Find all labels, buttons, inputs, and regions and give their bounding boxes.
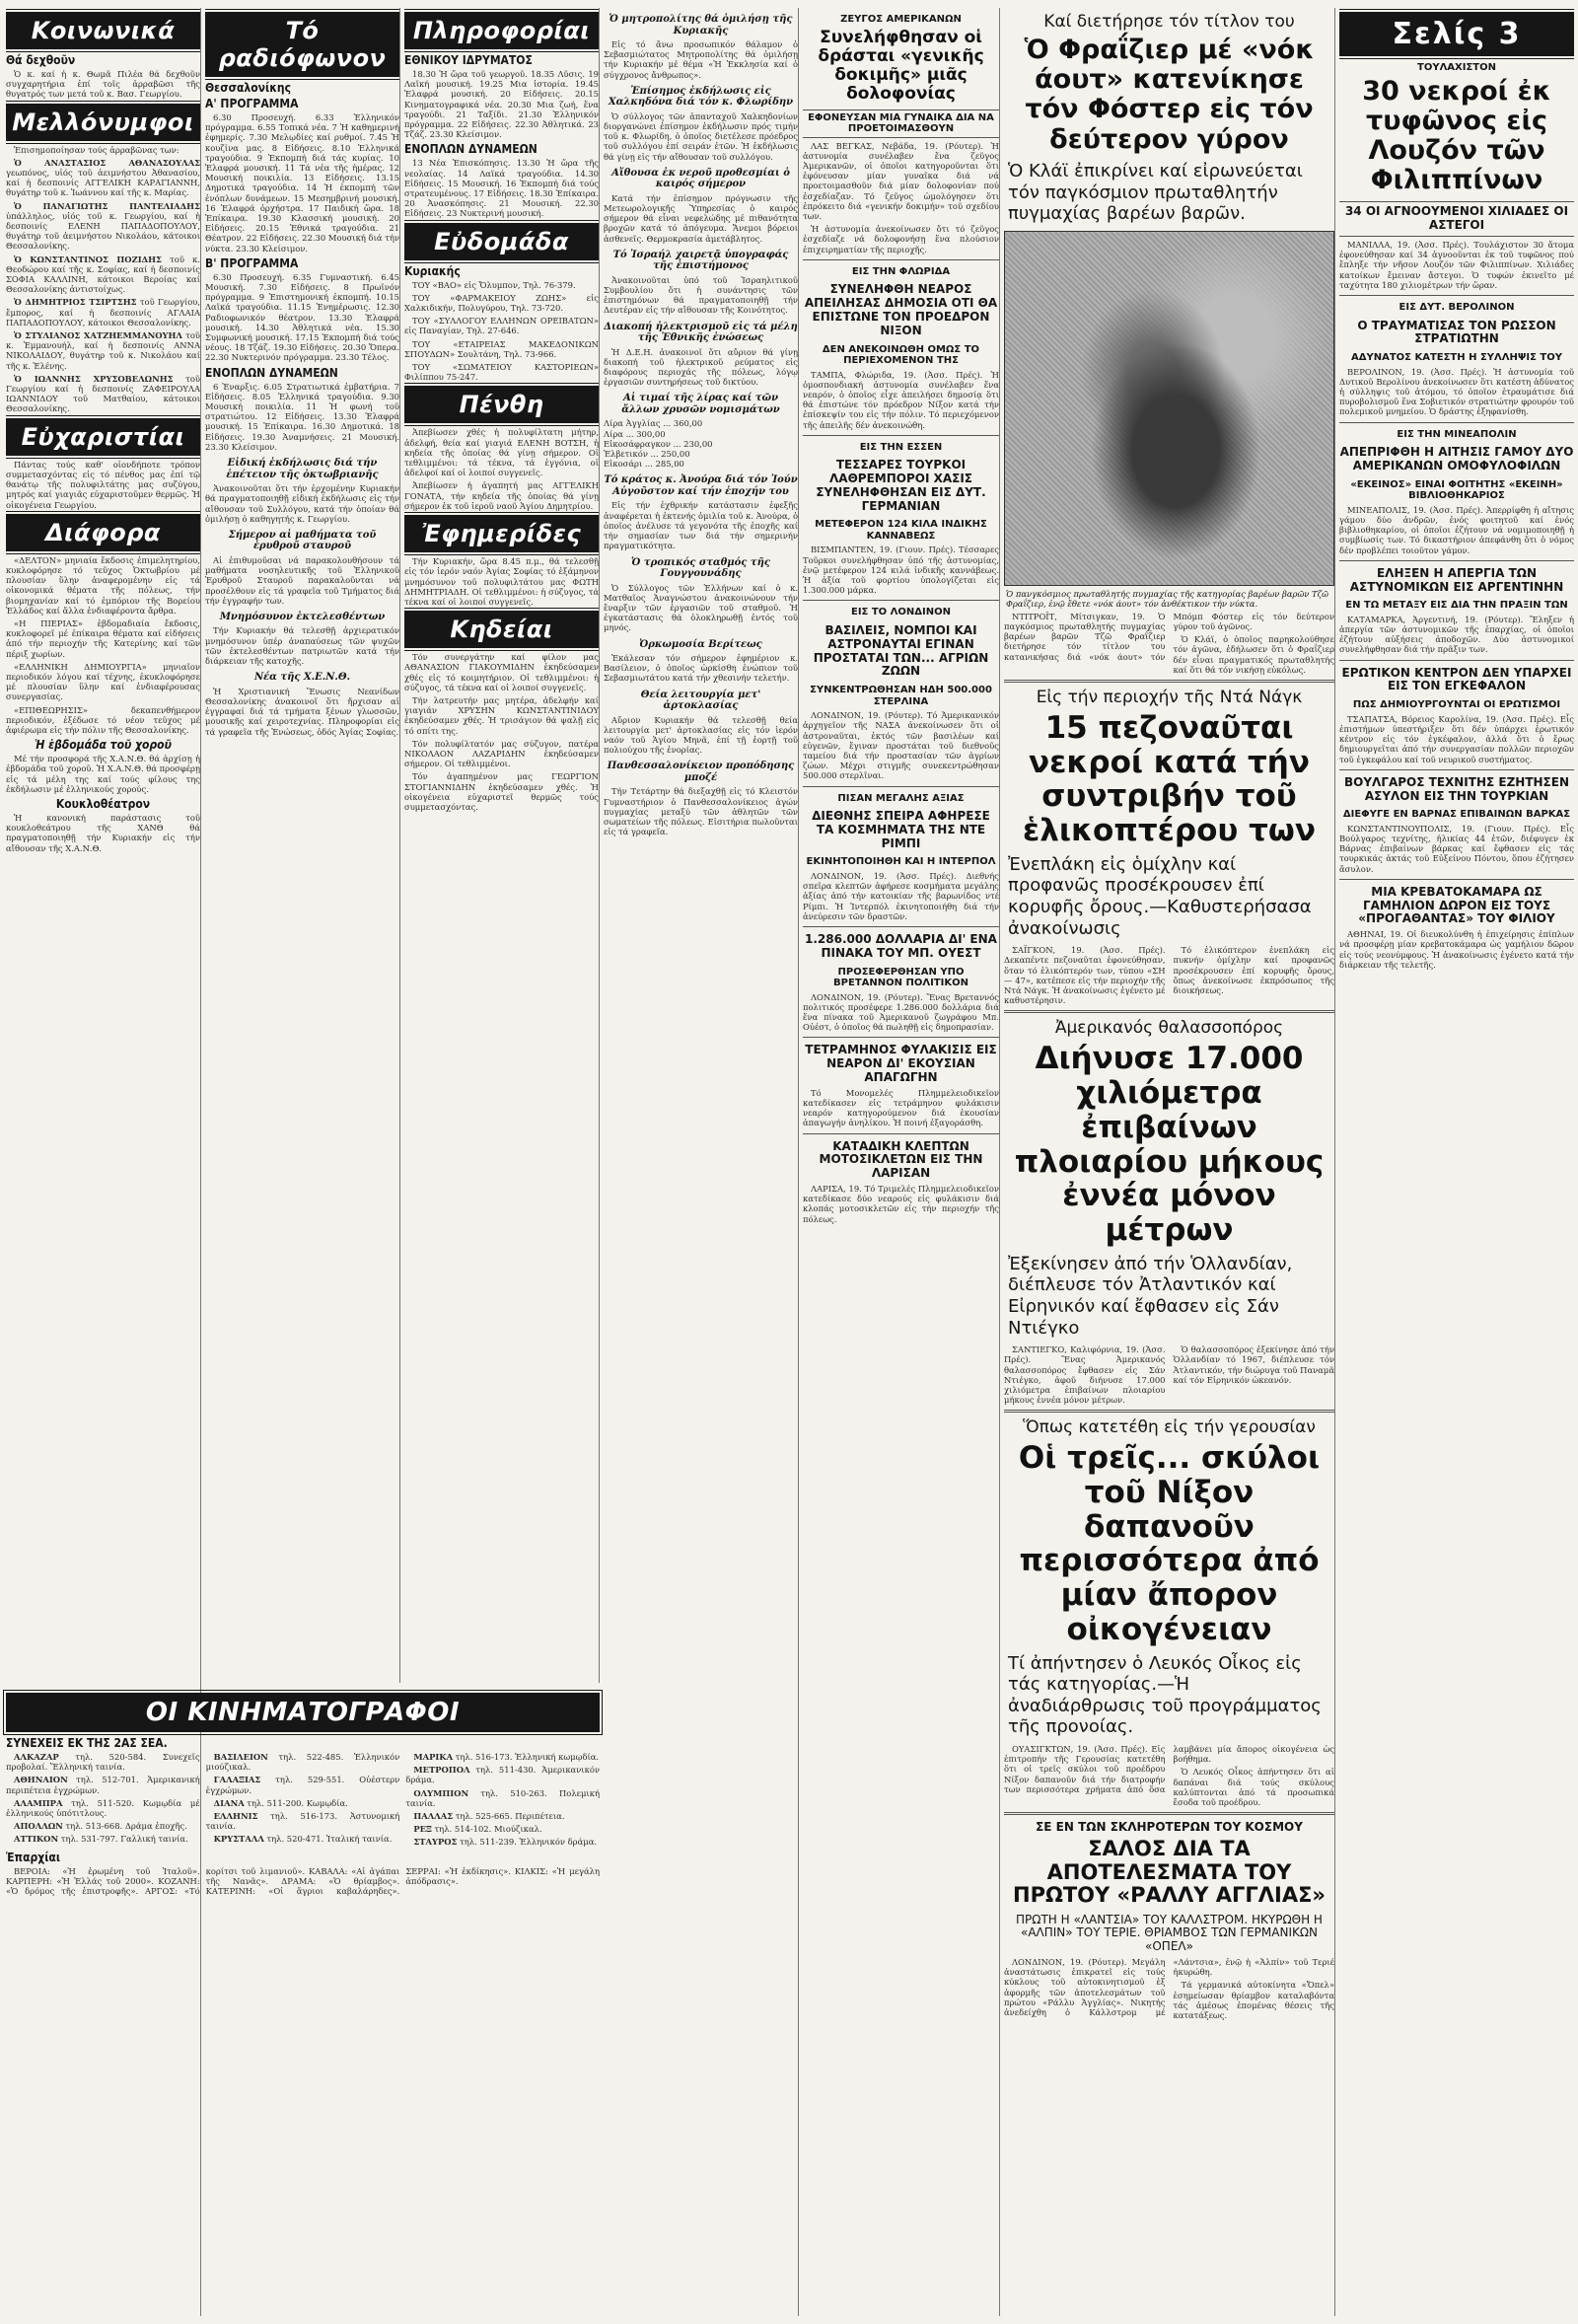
info-sub-2: ΕΝΟΠΛΩΝ ΔΥΝΑΜΕΩΝ: [404, 142, 538, 157]
radio-head-2-text: Αἱ ἐπιθυμοῦσαι νά παρακολουθήσουν τά μαθήματα νοσηλευτικῆς τοῦ Ἑλληνικοῦ Ἐρυθροῦ Σταυροῦ παρακαλοῦνται νά προσέλθουν εἰς τά γραφεῖα τοῦ Τμήματος διά τήν ἐγγραφήν των.: [205, 554, 399, 606]
radio-head-3-text: Τήν Κυριακήν θά τελεσθῇ ἀρχιερατικόν μνημόσυνον ὑπέρ ἀναπαύσεως τῶν ψυχῶν τῶν ἐκτελεσθέντων πατριωτῶν κατά τήν διάρκειαν τῆς κατοχῆς.: [205, 625, 399, 667]
argentina-text: ΚΑΤΑΜΑΡΚΑ, Ἀργεντινή, 19. (Ρόυτερ). Ἔληξεν ἡ ἀπεργία τῶν ἀστυνομικῶν τῆς ἐπαρχίας, οἱ ὁποῖοι ἐζήτουν αὐξήσεις ἀποδοχῶν. Δύο ἀστυνομικοί συνελήφθησαν διά τήν πρᾶξιν των.: [1339, 614, 1574, 655]
radio-prog-b: Β' ΠΡΟΓΡΑΜΜΑ: [205, 255, 299, 270]
local-head-6: Αἱ τιμαί τῆς λίρας καί τῶν ἄλλων χρυσῶν νομισμάτων: [621, 393, 780, 415]
typhoon-dateline: ΜΑΝΙΛΛΑ, 19. (Ἀσσ. Πρές).: [1347, 240, 1470, 251]
boxing-caption: Ὁ πανγκόσμιος πρωταθλητής πυγμαχίας τῆς κατηγορίας βαρέων βαρῶν Τζῶ Φραΐζιερ, ἐνῷ ἔθετε «νόκ άουτ» τόν ἀνθέκτικον τήν νύκτα.: [1006, 588, 1328, 609]
boxing-photo: [1004, 231, 1334, 586]
minneapolis-tag: ΕΙΣ ΤΗΝ ΜΙΝΕΑΠΟΛΙΝ: [1397, 428, 1517, 440]
local-head-9: Ὀρκωμοσία Βερίτεως: [639, 638, 762, 650]
brain-head: ΕΡΩΤΙΚΟΝ ΚΕΝΤΡΟΝ ΔΕΝ ΥΠΑΡΧΕΙ ΕΙΣ ΤΟΝ ΕΓΚΕΦΑΛΟΝ: [1341, 665, 1572, 693]
bedroom-head: ΜΙΑ ΚΡΕΒΑΤΟΚΑΜΑΡΑ ΩΣ ΓΑΜΗΛΙΟΝ ΔΩΡΟΝ ΕΙΣ ΤΟΥΣ «ΠΡΟΓΑΘΑΝΤΑΣ» ΤΟΥ ΦΙΛΙΟΥ: [1358, 884, 1555, 926]
local-text-8: Ὁ Σύλλογος τῶν Ἑλλήνων καί ὁ κ. Ματθαῖος Ἀναγνώστου ἀνακοινώνουν τήν ἔναρξιν τῶν ἐργασιῶν τοῦ σταθμοῦ. Ἡ ἐγκατάστασις θά ὁλοκληρωθῇ ἐντός τοῦ μηνός.: [604, 582, 798, 633]
dance-week-head: Ἡ ἑβδομάδα τοῦ χοροῦ: [35, 738, 172, 753]
gold-row: Εἰκοσάρι ... 285,00: [604, 459, 684, 470]
info-banner: Πληροφορίαι: [404, 12, 599, 49]
local-text-7: Εἰς τήν ἐχθρικήν κατάστασιν ἐφεξῆς ἀναφέρεται ἡ ἐκτενής ὁμιλία τοῦ κ. Ἀνούρα, ὁ ὁποῖος ἀνέλυσε τά γεγονότα τῆς ἐποχῆς καί τήν σημασίαν των διά τήν σημερινήν πραγματικότητα.: [604, 500, 798, 551]
briefs-head-6: 1.286.000 ΔΟΛΛΑΡΙΑ ΔΙ' ΕΝΑ ΠΙΝΑΚΑ ΤΟΥ ΜΠ. ΟΥΕΣΤ: [805, 931, 997, 960]
minneapolis-head-b: «ΕΚΕΙΝΟΣ» ΕΙΝΑΙ ΦΟΙΤΗΤΗΣ «ΕΚΕΙΝΗ» ΒΙΒΛΙΟΘΗΚΑΡΙΟΣ: [1350, 478, 1563, 502]
rally-text: ΛΟΝΔΙΝΟΝ, 19. (Ρόυτερ). Μεγάλη ἀναστάτωσις ἐπικρατεῖ εἰς τούς κύκλους τοῦ αὐτοκινητισμοῦ ἐξ ἀφορμῆς τῶν ἀποτελεσμάτων τοῦ πρώτου «Ράλλυ Ἀγγλίας». Νικητής ἀνεδείχθη ὁ Κάλλστρομ μέ «Λάντσια», ἐνῷ ἡ «Ἀλπίν» τοῦ Τεριέ ἠκυρώθη. Τά γερμανικά αὐτοκίνητα «Ὄπελ» ἐσημείωσαν θρίαμβον καταλαβόντα τάς ἀμέσως ἑπομένας θέσεις τῆς κατατάξεως.: [1004, 1956, 1334, 2020]
engaged-name: Ὁ ΣΤΥΛΙΑΝΟΣ ΧΑΤΖΗΕΜΜΑΝΟΥΗΛ: [14, 330, 182, 341]
column-society: [6, 8, 201, 2316]
local-text-2: Ὁ σύλλογος τῶν ἀπανταχοῦ Χαλκηδονίων διοργανώνει ἐπίσημον ἐκδήλωσιν πρός τιμήν τοῦ κ. Φλωρίδη, ὁ ὁποῖος διετέλεσε πρόεδρος τοῦ συλλόγου ἐπί σειράν ἐτῶν. Ἡ ἐκδήλωσις θά γίνῃ εἰς τήν αἴθουσαν τοῦ συλλόγου.: [604, 110, 798, 162]
local-head-5: Διακοπή ἡλεκτρισμοῦ εἰς τά μέλη τῆς Ἐθνικῆς ἑνώσεως: [604, 321, 798, 344]
bulgarian-text: ΚΩΝΣΤΑΝΤΙΝΟΥΠΟΛΙΣ, 19. (Γιουν. Πρές). Εἷς Βούλγαρος τεχνίτης, ἡλικίας 44 ἐτῶν, διέφυγεν ἐκ Βάρνας ἐπιβαίνων βάρκας καί ἔφθασεν εἰς τάς τουρκικάς ἀκτάς τοῦ Εὐξείνου Πόντου, ὅπου ἐζήτησεν ἄσυλον.: [1339, 823, 1574, 874]
boxing-text: ΝΤΙΤΡΟΪΤ, Μίτσιγκαν, 19. Ὁ παγκόσμιος πρωταθλητής πυγμαχίας βαρέων βαρῶν Τζῶ Φραΐζιερ διετήρησε τόν τίτλον του κατανικήσας διά «νόκ άουτ» τόν Μπόμπ Φόστερ εἰς τόν δεύτερον γύρον τοῦ ἀγῶνος. Ὁ Κλάϊ, ὁ ὁποῖος παρηκολούθησε τόν ἀγῶνα, ἐδήλωσεν ὅτι ὁ Φραΐζιερ δέν εἶναι πραγματικός πρωταθλητής καί ὅτι θά τόν νικήσῃ εὐκόλως.: [1004, 611, 1334, 675]
theater-name: ΑΛΑΜΠΡΑ: [14, 1797, 63, 1808]
bulgarian-head: ΒΟΥΛΓΑΡΟΣ ΤΕΧΝΙΤΗΣ ΕΖΗΤΗΣΕΝ ΑΣΥΛΟΝ ΕΙΣ ΤΗΝ ΤΟΥΡΚΙΑΝ: [1344, 774, 1569, 803]
engaged-name: Ὁ ΚΩΝΣΤΑΝΤΙΝΟΣ ΠΟΖΙΔΗΣ: [14, 254, 162, 264]
briefs-tag-2: ΕΙΣ ΤΗΝ ΕΣΣΕΝ: [859, 441, 943, 453]
page-three-banner: Σελίς 3: [1339, 12, 1574, 56]
sailor-kicker: Ἀμερικανός θαλασσοπόρος: [1054, 1018, 1284, 1039]
week-text: ΤΟΥ «ΒΑΟ» εἰς Ὄλυμπον, Τηλ. 76-379. ΤΟΥ «ΦΑΡΜΑΚΕΙΟΥ ΖΩΗΣ» εἰς Χαλκιδικήν, Πολυγύρου, Τηλ. 73-720. ΤΟΥ «ΣΥΛΛΟΓΟΥ ΕΛΛΗΝΩΝ ΟΡΕΙΒΑΤΩΝ» εἰς Παναγίαν, Τηλ. 27-646. ΤΟΥ «ΕΤΑΙΡΕΙΑΣ ΜΑΚΕΔΟΝΙΚΩΝ ΣΠΟΥΔΩΝ» Σουλτάνη, Τηλ. 73-966. ΤΟΥ «ΣΩΜΑΤΕΙΟΥ ΚΑΣΤΟΡΙΕΩΝ» Φιλίππου 75-247.: [404, 279, 599, 383]
radio-prog-b-text: 6.30 Προσευχή. 6.35 Γυμναστική. 6.45 Μουσική. 7.30 Εἰδήσεις. 8 Πρωϊνόν πρόγραμμα. 9 Ἐπιστημονική ἐκπομπή. 10.15 Λαϊκά τραγούδια. 11.15 Ἐνημέρωσις. 12.30 Ραδιοφωνικόν θέατρον. 13.30 Ἑλαφρά μουσική. 14.30 Ἀθλητικά νέα. 15.30 Συμφωνική μουσική. 17.15 Ἐκπομπή διά τούς νέους. 18 Τζάζ. 19.30 Εἰδήσεις. 20.30 Ὄπερα. 22.30 Νυκτερινόν πρόγραμμα. 23.30 Τέλος.: [205, 271, 399, 363]
local-text-4: Ἀνακοινοῦται ὑπό τοῦ Ἰσραηλιτικοῦ Συμβουλίου ὅτι ἡ συνάντησις τῶν ἐπιστημόνων θά πραγματοποιηθῇ τήν Δευτέραν εἰς τήν αἴθουσαν τῆς Κοινότητος.: [604, 274, 798, 316]
boxing-deck: Ὁ Κλάϊ ἐπικρίνει καί εἰρωνεύεται τόν παγκόσμιον πρωταθλητήν πυγμαχίας βαρέων βαρῶν.: [1008, 160, 1303, 225]
gold-row: Ἐλβετικόν ... 250,00: [604, 449, 690, 460]
theater-name: ΕΛΛΗΝΙΣ: [213, 1811, 258, 1822]
local-text-9: Ἐκάλεσαν τόν σήμερον ἐφημέριον κ. Βασίλειον, ὁ ὁποῖος ὡρκίσθη ἐνώπιον τοῦ Σεβασμιωτάτου κατά τήν χθεσινήν τελετήν.: [604, 653, 798, 684]
radio-armed: ΕΝΟΠΛΩΝ ΔΥΝΑΜΕΩΝ: [205, 365, 338, 380]
radio-head-4-text: Ἡ Χριστιανική Ἕνωσις Νεανίδων Θεσσαλονίκης ἀνακοινοῖ ὅτι ἤρχισαν αἱ ἐγγραφαί διά τά τμήματα ξένων γλωσσῶν, μουσικῆς καί χειροτεχνίας. Πληροφορίαι εἰς τά γραφεῖα τῆς Ἑνώσεως, ὁδός Ἀγίας Σοφίας.: [205, 686, 399, 737]
local-head-4: Τό Ἰσραήλ χαιρετᾷ ὑπογραφάς τῆς ἐπιστήμονος: [612, 249, 789, 272]
briefs-tag-1: ΕΙΣ ΤΗΝ ΦΛΩΡΙΔΑ: [851, 265, 951, 277]
memorial-text: Τήν Κυριακήν, ὥρα 8.45 π.μ., θά τελεσθῇ εἰς τόν ἱερόν ναόν Ἁγίας Σοφίας τό ἑξάμηνον μνημόσυνον τοῦ πολυφιλτάτου μας ΦΩΤΗ ΔΗΜΗΤΡΙΑΔΗ. Οἱ τεθλιμμένοι: ἡ σύζυγος, τά τέκνα καί οἱ λοιποί συγγενεῖς.: [404, 556, 599, 607]
gold-table: [604, 418, 798, 469]
minneapolis-text: ΜΙΝΕΑΠΟΛΙΣ, 19. (Ἀσσ. Πρές). Ἀπερρίφθη ἡ αἴτησις γάμου δύο ἀνδρῶν, ἑνός φοιτητοῦ καί ἑνός βιβλιοθηκαρίου, οἱ ὁποῖοι ἐζήτουν νά νομιμοποιηθῇ ἡ συμβίωσίς των. Τό δικαστήριον ἀπεφάνθη ὅτι ὁ νόμος δέν προβλέπει τοιοῦτον γάμον.: [1339, 504, 1574, 555]
funerals-banner: Κηδείαι: [404, 611, 599, 648]
briefs-head-5b: ΕΚΙΝΗΤΟΠΟΙΗΘΗ ΚΑΙ Η ΙΝΤΕΡΠΟΛ: [806, 856, 996, 868]
local-text-11: Τήν Τετάρτην θά διεξαχθῇ εἰς τό Κλειστόν Γυμναστήριον ὁ Πανθεσσαλονίκειος ἀγών πυγμαχίας μεταξύ τῶν ἀθλητῶν τῶν σωματείων τῆς πόλεως. Εἰσιτήρια πωλοῦνται εἰς τά γραφεῖα.: [604, 786, 798, 837]
week-sub: Κυριακής: [404, 263, 461, 278]
crash-deck: Ἐνεπλάκη εἰς ὁμίχλην καί προφανῶς προσέκρουσεν ἐπί κορυφῆς ὄρους.—Καθυστερήσασα ἀνακοίνωσις: [1008, 853, 1312, 939]
boxing-head: Ὁ Φραΐζιερ μέ «νόκ άουτ» κατενίκησε τόν Φόστερ εἰς τόν δεύτερον γύρον: [1024, 35, 1315, 155]
dogs-head: Οἱ τρεῖς... σκύλοι τοῦ Νίξον δαπανοῦν περισσότερα ἀπό μίαν ἄπορον οἰκογένειαν: [1018, 1440, 1321, 1647]
thanks-text: Πάντας τούς καθ' οἱονδήποτε τρόπον συμμετασχόντας εἰς τό πένθος μας ἐπί τῷ θανάτῳ τῆς πολυφιλτάτης μας συζύγου, μητρός καί γιαγιᾶς εὐχαριστοῦμεν θερμῶς. Ἡ οἰκογένεια Γεωργίου.: [6, 459, 200, 510]
radio-head-3: Μνημόσυνον ἐκτελεσθέντων: [219, 611, 386, 622]
briefs-kicker: ΖΕΥΓΟΣ ΑΜΕΡΙΚΑΝΩΝ: [840, 14, 962, 25]
theater-name: ΓΑΛΑΞΙΑΣ: [213, 1775, 261, 1785]
briefs-head-4: ΒΑΣΙΛΕΙΣ, ΝΟΜΠΟΙ ΚΑΙ ΑΣΤΡΟΝΑΥΤΑΙ ΕΓΙΝΑΝ ΠΡΟΣΤΑΤΑΙ ΤΩΝ... ΑΓΡΙΩΝ ΖΩΩΝ: [813, 622, 989, 679]
local-text-1: Εἰς τό ἄνω προσωπικόν θάλαμον ὁ Σεβασμιώτατος Μητροπολίτης θά ὁμιλήσῃ τήν Κυριακήν μέ θέμα «Ἡ Ἐκκλησία καί ὁ σύγχρονος ἄνθρωπος».: [604, 39, 798, 80]
briefs-text-5: ΛΟΝΔΙΝΟΝ, 19. (Ἀσσ. Πρές). Διεθνής σπεῖρα κλεπτῶν ἀφήρεσε κοσμήματα μεγάλης ἀξίας ἀπό τήν κατοικίαν τῆς βαρωνίδος ντέ Ρίμπι. Ἡ Ἰντερπόλ ἐκινητοποιήθη διά τήν ἀνεύρεσιν τῶν δραστῶν.: [803, 870, 999, 921]
column-radio: [205, 8, 400, 1683]
local-head-7: Τό κράτος κ. Ἀνούρα διά τόν Ἰούν Αὐγοῦστον καί τήν ἐποχήν του: [604, 474, 798, 497]
engaged-name: Ὁ ΔΗΜΗΤΡΙΟΣ ΤΣΙΡΤΣΗΣ: [14, 297, 137, 308]
theater-name: ΑΤΤΙΚΟΝ: [14, 1834, 59, 1845]
cinema-sub: ΣΥΝΕΧΕΙΣ ΕΚ ΤΗΣ 2ΑΣ ΣΕΑ.: [6, 1736, 168, 1750]
brain-head-b: ΠΩΣ ΔΗΜΙΟΥΡΓΟΥΝΤΑΙ ΟΙ ΕΡΩΤΙΣΜΟΙ: [1352, 699, 1561, 711]
rally-head: ΣΑΛΟΣ ΔΙΑ ΤΑ ΑΠΟΤΕΛΕΣΜΑΤΑ ΤΟΥ ΠΡΩΤΟΥ «ΡΑΛΛΥ ΑΓΓΛΙΑΣ»: [1013, 1837, 1326, 1908]
berlin-head-b: ΑΔΥΝΑΤΟΣ ΚΑΤΕΣΤΗ Η ΣΥΛΛΗΨΙΣ ΤΟΥ: [1351, 352, 1562, 364]
radio-prog-a-text: 6.30 Προσευχή. 6.33 Ἑλληνικόν πρόγραμμα. 6.55 Τοπικά νέα. 7 Ἡ καθημερινή ἐφημερίς. 7.30 Μελῳδίες καί ρυθμοί. 7.45 Ἡ κουζίνα μας. 8 Εἰδήσεις. 8.10 Ἑλληνικά τραγούδια. 9 Ἐκπομπή διά τάς κυρίας. 10 Ἐλαφρά μουσική. 11 Τά νέα τῆς ἡμέρας. 12 Μουσική ποικιλία. 13 Εἰδήσεις. 13.15 Δημοτικά τραγούδια. 14 Ἡ ἐκπομπή τῶν ἐνόπλων δυνάμεων. 15 Μεσημβρινή μουσική. 16 Ἐλαφρά ὀρχήστρα. 17 Παιδική ὥρα. 18 Ἐπίκαιρα. 19.30 Κλασσική μουσική. 20 Εἰδήσεις. 20.15 Ἐθνικά τραγούδια. 21 Θέατρον. 22 Εἰδήσεις. 22.30 Μουσική διά τήν νύκτα. 23.30 Κλείσιμον.: [205, 112, 399, 254]
theater-name: ΑΘΗΝΑΙΟΝ: [14, 1775, 68, 1785]
cinema-section: [6, 1689, 600, 1896]
puppet-head: Κουκλοθέατρον: [55, 796, 151, 811]
theater-name: ΠΑΛΛΑΣ: [413, 1811, 454, 1822]
radio-head-1-text: Ἀνακοινοῦται ὅτι τήν ἐρχομένην Κυριακήν θά πραγματοποιηθῇ εἰδική ἐκδήλωσις εἰς τήν αἴθουσαν τοῦ Συλλόγου, κατά τήν ὁποίαν θά ὁμιλήσῃ ὁ καθηγητής κ. Γεωργίου.: [205, 483, 399, 524]
theater-name: ΜΕΤΡΟΠΟΛ: [413, 1765, 470, 1776]
society-text: Ὁ κ. καί ἡ κ. Θωμᾶ Πιλέα θά δεχθοῦν συγχαρητήρια ἐπί τοῖς ἀρραβῶσι τῆς θυγατρός των μετά τοῦ κ. Βασ. Γεωργίου.: [6, 69, 200, 100]
typhoon-kicker: ΤΟΥΛΑΧΙΣΤΟΝ: [1417, 62, 1496, 73]
society-banner: Κοινωνικά: [6, 12, 200, 49]
puppet-text: Ἡ κανονική παράστασις τοῦ κουκλοθεάτρου τῆς ΧΑΝΘ θά πραγματοποιηθῇ τήν Κυριακήν εἰς τήν αἴθουσαν τῆς Χ.Α.Ν.Θ.: [6, 812, 200, 853]
theater-name: ΑΠΟΛΛΩΝ: [14, 1821, 63, 1832]
dance-week-text: Μέ τήν προσφορά τῆς Χ.Α.Ν.Θ. θά ἀρχίσῃ ἡ ἑβδομάδα τοῦ χοροῦ. Ἡ Χ.Α.Ν.Θ. θά προσφέρῃ εἰς τά μέλη της καί τούς φίλους της ἐκδήλωσιν μέ ἑλληνικούς χορούς.: [6, 754, 200, 794]
briefs-head-2: ΣΥΝΕΛΗΦΘΗ ΝΕΑΡΟΣ ΑΠΕΙΛΗΣΑΣ ΔΗΜΟΣΙΑ ΟΤΙ ΘΑ ΕΠΙΣΤΩΝΕ ΤΟΝ ΠΡΟΕΔΡΟΝ ΝΙΞΟΝ: [804, 282, 998, 337]
briefs-text-4: ΛΟΝΔΙΝΟΝ, 19. (Ρόυτερ). Τό Ἀμερικανικόν ἀρχηγεῖον τῆς ΝΑΣΑ ἀνεκοίνωσεν ὅτι οἱ ἀστροναῦται, ἐκτός τῶν βασιλέων καί εὐγενῶν, ἔγιναν προστάται τοῦ διεθνοῦς ταμείου διά τήν προστασίαν τῶν ἀγρίων ζώων. Μέχρι στιγμῆς συνεκεντρώθησαν 500.000 στερλῖναι.: [803, 710, 999, 781]
briefs-dateline: ΛΑΣ ΒΕΓΚΑΣ, Νεβάδα, 19. (Ρόυτερ).: [811, 140, 984, 151]
info-sub-1: ΕΘΝΙΚΟΥ ΙΔΡΥΜΑΤΟΣ: [404, 53, 533, 67]
mourn-banner: Πένθη: [404, 386, 599, 423]
engaged-name: Ὁ ΠΑΝΑΓΙΩΤΗΣ ΠΑΝΤΕΛΙΑΔΗΣ: [14, 200, 200, 211]
briefs-text-8: ΛΑΡΙΣΑ, 19. Τό Τριμελές Πλημμελειοδικεῖον κατεδίκασε δύο νεαρούς εἰς φυλάκισιν διά κλοπάς μοτοσικλετῶν εἰς τήν περιοχήν τῆς πόλεως.: [803, 1183, 999, 1224]
briefs-head-1: Συνελήφθησαν οἱ δράσται «γενικῆς δοκιμῆς» μιᾶς δολοφονίας: [818, 27, 984, 104]
funerals-text: Τόν συνεργάτην καί φίλον μας ΑΘΑΝΑΣΙΟΝ ΓΙΑΚΟΥΜΙΔΗΝ ἐκηδεύσαμεν χθές εἰς τό κοιμητήριον. Οἱ τεθλιμμένοι: ἡ σύζυγος, τά τέκνα καί οἱ λοιποί συγγενεῖς. Τήν λατρευτήν μας μητέρα, ἀδελφήν καί γιαγιάν ΧΡΥΣΗΝ ΚΩΝΣΤΑΝΤΙΝΙΔΟΥ ἐκηδεύσαμεν χθές. Ἡ τρισάγιον θά ψαλῇ εἰς τό σπίτι της. Τόν πολυφίλτατόν μας σύζυγον, πατέρα ΝΙΚΟΛΑΟΝ ΛΑΖΑΡΙΔΗΝ ἐκηδεύσαμεν σήμερον. Οἱ τεθλιμμένοι. Τόν ἀγαπημένον μας ΓΕΩΡΓΙΟΝ ΣΤΟΓΙΑΝΝΙΔΗΝ ἐκηδεύσαμεν χθές. Ἡ οἰκογένεια εὐχαριστεῖ θερμῶς τούς συμμετασχόντας.: [404, 652, 599, 812]
briefs-text-3: ΒΙΣΜΠΑΝΤΕΝ, 19. (Γιουν. Πρές). Τέσσαρες Τοῦρκοι συνελήφθησαν ὑπό τῆς ἀστυνομίας, ἐνῷ μετέφερον 124 κιλά ἰνδικῆς καννάβεως. Ἡ ἀξία τοῦ φορτίου ὑπολογίζεται εἰς 1.300.000 μάρκα.: [803, 545, 999, 596]
local-head-1: Ὁ μητροπολίτης θά ὁμιλήσῃ τῆς Κυριακῆς: [609, 14, 793, 36]
crash-head: 15 πεζοναῦται νεκροί κατά τήν συντριβήν τοῦ ἑλικοπτέρου των: [1023, 709, 1316, 849]
misc-text: «ΔΕΛΤΟΝ» μηνιαία ἔκδοσις ἐπιμελητηρίου, κυκλοφόρησε τό τεῦχος Ὀκτωβρίου μέ πλουσίαν ὕλην ἀναφερομένην εἰς τά οἰκονομικά θέματα τῆς πόλεως, τήν βιομηχανίαν καί τό ἐμπόριον τῆς Βορείου Ἑλλάδος καί ἄλλα ἐνδιαφέροντα ἄρθρα. «Η ΠΙΕΡΙΑΣ» ἑβδομαδιαία ἔκδοσις, κυκλοφορεῖ μέ ἐπίκαιρα θέματα καί εἰδήσεις ἀπό τήν περιοχήν τῆς Κατερίνης καί τῶν πέριξ χωρίων. «ΕΛΛΗΝΙΚΗ ΔΗΜΙΟΥΡΓΙΑ» μηνιαῖον περιοδικόν λόγου καί τέχνης, ἐκυκλοφόρησε μέ πλουσίαν ὕλην καί ἐνδιαφέρουσας συνεργασίας. «ΕΠΙΘΕΩΡΗΣΙΣ» δεκαπενθήμερον περιοδικόν, ἐξέδωσε τό νέον τεῦχος μέ ἀφιέρωμα εἰς τήν πόλιν τῆς Θεσσαλονίκης.: [6, 554, 200, 735]
society-sub: Θά δεχθοῦν: [6, 53, 76, 67]
briefs-head-8: ΚΑΤΑΔΙΚΗ ΚΛΕΠΤΩΝ ΜΟΤΟΣΙΚΛΕΤΩΝ ΕΙΣ ΤΗΝ ΛΑΡΙΣΑΝ: [819, 1138, 983, 1181]
briefs-text-6: ΛΟΝΔΙΝΟΝ, 19. (Ρόυτερ). Ἕνας Βρεταννός πολιτικός προσέφερε 1.286.000 δολλάρια διά ἕνα πίνακα τοῦ Ἀμερικανοῦ ζωγράφου Μπ. Οὐέστ, ὁ ὁποῖος θά πωληθῇ εἰς δημοπρασίαν.: [803, 991, 999, 1033]
thanks-banner: Εὐχαριστίαι: [6, 418, 200, 456]
engaged-name: Ὁ ΙΩΑΝΝΗΣ ΧΡΥΣΟΒΕΛΩΝΗΣ: [14, 373, 174, 384]
briefs-head-3b: ΜΕΤΕΦΕΡΟΝ 124 ΚΙΛΑ ΙΝΔΙΚΗΣ ΚΑΝΝΑΒΕΩΣ: [815, 519, 987, 542]
berlin-head: Ο ΤΡΑΥΜΑΤΙΣΑΣ ΤΟΝ ΡΩΣΣΟΝ ΣΤΡΑΤΙΩΤΗΝ: [1357, 318, 1556, 346]
misc-banner: Διάφορα: [6, 514, 200, 551]
radio-head-1: Εἰδική ἐκδήλωσις διά τήν ἐπέτειον τῆς ὀκτωβριανῆς: [226, 458, 379, 480]
sailor-head: Διήνυσε 17.000 χιλιόμετρα ἐπιβαίνων πλοιαρίου μήκους ἐννέα μόνον μέτρων: [1014, 1041, 1325, 1248]
local-head-2: Ἐπίσημος ἐκδήλωσις εἰς Χαλκηδόνα διά τόν κ. Φλωρίδην: [608, 85, 794, 109]
cinema-provinces: Ἐπαρχίαι: [6, 1850, 61, 1864]
berlin-tag: ΕΙΣ ΔΥΤ. ΒΕΡΟΛΙΝΟΝ: [1399, 302, 1515, 314]
theater-name: ΔΙΑΝΑ: [213, 1797, 245, 1808]
sailor-text: ΣΑΝΤΙΕΓΚΟ, Καλιφόρνια, 19. (Ἀσσ. Πρές). Ἕνας Ἀμερικανός θαλασσοπόρος ἔφθασεν εἰς Σάν Ντιέγκο, ἀφοῦ διήνυσε 17.000 χιλιόμετρα ἐπιβαίνων πλοιαρίου μήκους ἐννέα μόνον μέτρων. Ὁ θαλασσοπόρος ἐξεκίνησε ἀπό τήν Ὁλλανδίαν τό 1967, διέπλευσε τόν Ἀτλαντικόν, τήν διώρυγα τοῦ Παναμᾶ καί τόν Εἰρηνικόν ὠκεανόν.: [1004, 1344, 1334, 1406]
local-text-10: Αὔριον Κυριακήν θά τελεσθῇ θεία λειτουργία μετ' ἀρτοκλασίας εἰς τόν ἱερόν ναόν τοῦ Ἁγίου Μηνᾶ, ἐπί τῇ ἑορτῇ τοῦ πολιούχου τῆς ἐνορίας.: [604, 714, 798, 756]
typhoon-text: ΜΑΝΙΛΛΑ, 19. (Ἀσσ. Πρές). Τουλάχιστον 30 ἄτομα ἐφονεύθησαν καί 34 ἀγνοοῦνται ἐκ τοῦ τυφῶνος πού ἔπληξε τήν νῆσον Λουζόν τῶν Φιλιππίνων. Χιλιάδες κατοίκων ἔμειναν ἄστεγοι. Ὁ τυφών ἐκινεῖτο μέ ταχύτητα 180 χιλιομέτρων τήν ὥραν.: [1339, 240, 1574, 290]
rally-deck: ΠΡΩΤΗ Η «ΛΑΝΤΣΙΑ» ΤΟΥ ΚΑΛΛΣΤΡΟΜ. ΗΚΥΡΩΘΗ Η «ΑΛΠΙΝ» ΤΟΥ ΤΕΡΙΕ. ΘΡΙΑΜΒΟΣ ΤΩΝ ΓΕΡΜΑΝΙΚΩΝ «ΟΠΕΛ»: [1016, 1912, 1323, 1954]
briefs-head-3: ΤΕΣΣΑΡΕΣ ΤΟΥΡΚΟΙ ΛΑΘΡΕΜΠΟΡΟΙ ΧΑΣΙΣ ΣΥΝΕΛΗΦΘΗΣΑΝ ΕΙΣ ΔΥΤ. ΓΕΡΜΑΝΙΑΝ: [816, 458, 986, 513]
mourn-text: Ἀπεβίωσεν χθές ἡ πολυφίλτατη μήτηρ, ἀδελφή, θεία καί γιαγιά ΕΛΕΝΗ ΒΟΤΣΗ, ἡ κηδεία τῆς ὁποίας θά γίνῃ σήμερον. Οἱ τεθλιμμένοι: τά τέκνα, τά ἐγγόνια, οἱ ἀδελφοί καί οἱ λοιποί συγγενεῖς. Ἀπεβίωσεν ἡ ἀγαπητή μας ΑΓΓΕΛΙΚΗ ΓΟΝΑΤΑ, τήν κηδεία τῆς ὁποίας θά γίνῃ σήμερον ἐκ τοῦ ἱεροῦ ναοῦ Ἁγίου Δημητρίου.: [404, 427, 599, 511]
sailor-deck: Ἐξεκίνησεν ἀπό τήν Ὁλλανδίαν, διέπλευσε τόν Ἀτλαντικόν καί Εἰρηνικόν καί ἔφθασεν εἰς Σάν Ντιέγκο: [1008, 1253, 1293, 1339]
local-head-10: Θεία λειτουργία μετ' ἀρτοκλασίας: [640, 689, 761, 712]
info-text-1: 18.30 Ἡ ὥρα τοῦ γεωργοῦ. 18.35 Λῦσις. 19 Λαϊκή μουσική. 19.25 Μια ἱστορία. 19.45 Ἐλαφρά μουσική. 20 Εἰδήσεις. 20.15 Κινηματογραφικά νέα. 20.30 Μια ζωή, ἕνα τραγούδι. 21 Ταξίδι. 21.30 Ἑλληνικόν πρόγραμμα. 22 Εἰδήσεις. 22.30 Ἀθλητικά. 23 Τζάζ. 23.30 Κλείσιμον.: [404, 69, 599, 140]
briefs-head-4b: ΣΥΝΚΕΝΤΡΩΘΗΣΑΝ ΗΔΗ 500.000 ΣΤΕΡΛΙΝΑ: [810, 685, 992, 707]
gold-row: Εἰκοσάφραγκον ... 230,00: [604, 438, 713, 449]
local-text-3: Κατά τήν ἐπίσημον πρόγνωσιν τῆς Μετεωρολογικῆς Ὑπηρεσίας ὁ καιρός σήμερον θά εἶναι νεφελώδης μέ πιθανότητα βροχῶν κατά τό ἀπόγευμα. Ἄνεμοι βόρειοι ἀσθενεῖς. Θερμοκρασία ἀμετάβλητος.: [604, 192, 798, 244]
engaged-intro: Ἐπισημοποίησαν τούς ἀρραβῶνας των:: [14, 144, 179, 155]
argentina-head-b: ΕΝ ΤΩ ΜΕΤΑΞΥ ΕΙΣ ΔΙΑ ΤΗΝ ΠΡΑΞΙΝ ΤΩΝ: [1345, 600, 1568, 612]
theater-name: ΑΛΚΑΖΑΡ: [14, 1752, 59, 1762]
typhoon-deck: 34 ΟΙ ΑΓΝΟΟΥΜΕΝΟΙ ΧΙΛΙΑΔΕΣ ΟΙ ΑΣΤΕΓΟΙ: [1339, 201, 1574, 237]
local-head-8: Ὁ τροπικός σταθμός τῆς Γουγγουνάδης: [631, 556, 770, 579]
engaged-banner: Μελλόνυμφοι: [6, 104, 200, 141]
radio-head-4: Νέα τῆς Χ.Ε.Ν.Θ.: [253, 672, 351, 684]
engaged-text: Ἐπισημοποίησαν τούς ἀρραβῶνας των: Ὁ ΑΝΑΣΤΑΣΙΟΣ ΑΘΑΝΑΣΟΥΛΑΣ γεωπόνος, υἱός τοῦ ἀειμνήστου Ἀθανασίου, καί ἡ δεσποινίς ΑΓΓΕΛΙΚΗ ΚΑΡΑΓΙΑΝΝΗ, θυγάτηρ τοῦ κ. Ἰωάννου καί τῆς κ. Μαρίας. Ὁ ΠΑΝΑΓΙΩΤΗΣ ΠΑΝΤΕΛΙΑΔΗΣ ὑπάλληλος, υἱός τοῦ κ. Γεωργίου, καί ἡ δεσποινίς ΕΛΕΝΗ ΠΑΠΑΔΟΠΟΥΛΟΥ, θυγάτηρ τοῦ ἀειμνήστου Νικολάου, κάτοικοι Θεσσαλονίκης. Ὁ ΚΩΝΣΤΑΝΤΙΝΟΣ ΠΟΖΙΔΗΣ τοῦ κ. Θεοδώρου καί τῆς κ. Σοφίας, καί ἡ δεσποινίς ΣΟΦΙΑ ΚΑΛΛΙΝΗ, κάτοικοι Βεροίας καί Θεσσαλονίκης ἀντιστοίχως. Ὁ ΔΗΜΗΤΡΙΟΣ ΤΣΙΡΤΣΗΣ τοῦ Γεωργίου, ἔμπορος, καί ἡ δεσποινίς ΑΓΛΑΙΑ ΠΑΠΑΔΟΠΟΥΛΟΥ, κάτοικοι Θεσσαλονίκης. Ὁ ΣΤΥΛΙΑΝΟΣ ΧΑΤΖΗΕΜΜΑΝΟΥΗΛ τοῦ κ. Ἐμμανουήλ, καί ἡ δεσποινίς ΑΝΝΑ ΝΙΚΟΛΑΙΔΟΥ, θυγάτηρ τοῦ κ. Νικολάου καί τῆς κ. Ἑλένης. Ὁ ΙΩΑΝΝΗΣ ΧΡΥΣΟΒΕΛΩΝΗΣ τοῦ Γεωργίου καί ἡ δεσποινίς ΖΑΦΕΙΡΟΥΛΑ ΙΩΑΝΝΙΔΟΥ τοῦ Ματθαίου, κάτοικοι Θεσσαλονίκης.: [6, 144, 200, 414]
argentina-head: ΕΛΗΞΕΝ Η ΑΠΕΡΓΙΑ ΤΩΝ ΑΣΤΥΝΟΜΙΚΩΝ ΕΙΣ ΑΡΓΕΝΤΙΝΗΝ: [1349, 565, 1564, 594]
radio-prog-a: Α' ΠΡΟΓΡΑΜΜΑ: [205, 97, 299, 110]
bulgarian-head-b: ΔΙΕΦΥΓΕ ΕΝ ΒΑΡΝΑΣ ΕΠΙΒΑΙΝΩΝ ΒΑΡΚΑΣ: [1342, 809, 1571, 821]
gold-row: Λίρα Ἀγγλίας ... 360,00: [604, 418, 703, 429]
gold-row: Λίρα ... 300,00: [604, 428, 666, 439]
local-head-11: Πανθεσσαλονίκειον προπόδησης μποζέ: [607, 761, 795, 783]
briefs-head-2b: ΔΕΝ ΑΝΕΚΟΙΝΩΘΗ ΟΜΩΣ ΤΟ ΠΕΡΙΕΧΟΜΕΝΟΝ ΤΗΣ: [822, 343, 980, 367]
minneapolis-head: ΑΠΕΠΡΙΦΘΗ Η ΑΙΤΗΣΙΣ ΓΑΜΟΥ ΔΥΟ ΑΜΕΡΙΚΑΝΩΝ ΟΜΟΦΥΛΟΦΙΛΩΝ: [1339, 445, 1574, 472]
memorial-banner: Ἐφημερίδες: [404, 515, 599, 552]
column-local-news: [604, 8, 799, 2316]
briefs-text-2: ΤΑΜΠΑ, Φλώριδα, 19. (Ἀσσ. Πρές). Ἡ ὁμοσπονδιακή ἀστυνομία συνέλαβεν ἕνα νεαρόν, ὁ ὁποῖος εἶχε ἀπειλήσει δημοσίᾳ ὅτι θά ἐπιστώνε τόν πρόεδρον Νίξον κατά τήν ἐπίσκεψίν του εἰς τήν πόλιν. Τό περιεχόμενον τῆς ἀπειλῆς δέν ἀνεκοινώθη.: [803, 369, 999, 430]
column-headlines: [1004, 8, 1335, 2316]
engaged-name: Ὁ ΑΝΑΣΤΑΣΙΟΣ ΑΘΑΝΑΣΟΥΛΑΣ: [14, 157, 200, 168]
briefs-text-1: ΛΑΣ ΒΕΓΚΑΣ, Νεβάδα, 19. (Ρόυτερ). Ἡ ἀστυνομία συνέλαβεν ἕνα ζεῦγος Ἀμερικανῶν, οἱ ὁποῖοι κατηγοροῦνται ὅτι ἐφόνευσαν μίαν γυναῖκα διά νά προετοιμασθοῦν διά μίαν δολοφονίαν πού ἐσχεδίαζαν. Τό ζεῦγος ὡμολόγησεν ὅτι ἐπρόκειτο διά «γενικήν δοκιμήν» τοῦ σχεδίου των. Ἡ ἀστυνομία ἀνεκοίνωσεν ὅτι τό ζεῦγος ἐσχεδίαζε νά δολοφονήσῃ ἕνα πλούσιον ἐπιχειρηματίαν τῆς περιοχῆς.: [803, 140, 999, 254]
bedroom-text: ΑΘΗΝΑΙ, 19. Οἱ διευκολύνθη ἡ ἐπιχείρησις ἐπίπλων νά προσφέρῃ μίαν κρεβατοκάμαρα ὡς γαμήλιον δῶρον εἰς τούς νεονύμφους. Ἡ ἀνακοίνωσις ἐγένετο κατά τήν διάρκειαν τῆς τελετῆς.: [1339, 929, 1574, 970]
cinema-listings: ΑΛΚΑΖΑΡ τηλ. 520-584. Συνεχεῖς προβολαί. Ἕλληνική ταινία. ΑΘΗΝΑΙΟΝ τηλ. 512-701. Ἀμερικανική περιπέτεια ἐγχρώμων. ΑΛΑΜΠΡΑ τηλ. 511-520. Κωμῳδία μέ ἑλληνικούς ὑπότιτλους. ΑΠΟΛΛΩΝ τηλ. 513-668. Δράμα ἐποχῆς. ΑΤΤΙΚΟΝ τηλ. 531-797. Γαλλική ταινία. ΒΑΣΙΛΕΙΟΝ τηλ. 522-485. Ἑλληνικόν μιούζικαλ. ΓΑΛΑΞΙΑΣ τηλ. 529-551. Οὐέστερν ἐγχρώμων. ΔΙΑΝΑ τηλ. 511-200. Κωμῳδία. ΕΛΛΗΝΙΣ τηλ. 516-173. Ἀστυνομική ταινία. ΚΡΥΣΤΑΛΛ τηλ. 520-471. Ἰταλική ταινία. ΜΑΡΙΚΑ τηλ. 516-173. Ἑλληνική κωμῳδία. ΜΕΤΡΟΠΟΛ τηλ. 511-430. Ἀμερικανικόν δράμα. ΟΛΥΜΠΙΟΝ τηλ. 510-263. Πολεμική ταινία. ΠΑΛΛΑΣ τηλ. 525-665. Περιπέτεια. ΡΕΞ τηλ. 514-102. Μιούζικαλ. ΣΤΑΥΡΟΣ τηλ. 511-239. Ἑλληνικόν δράμα.: [6, 1752, 600, 1848]
briefs-tag-3: ΕΙΣ ΤΟ ΛΟΝΔΙΝΟΝ: [851, 607, 951, 618]
column-info: [404, 8, 600, 1683]
theater-name: ΣΤΑΥΡΟΣ: [413, 1837, 458, 1848]
berlin-text: ΒΕΡΟΛΙΝΟΝ, 19. (Ἀσσ. Πρές). Ἡ ἀστυνομία τοῦ Δυτικοῦ Βερολίνου ἀνεκοίνωσεν ὅτι κατέστη ἀδύνατος ἡ σύλληψις τοῦ ἀτόμου, τό ὁποῖον ἐτραυμάτισε διά πυροβολισμοῦ ἕνα Σοβιετικόν στρατιώτην φρουρόν τοῦ πολεμικοῦ μνημείου. Ὁ δράστης ἐξηφανίσθη.: [1339, 366, 1574, 417]
theater-name: ΚΡΥΣΤΑΛΛ: [213, 1834, 264, 1845]
briefs-head-7: ΤΕΤΡΑΜΗΝΟΣ ΦΥΛΑΚΙΣΙΣ ΕΙΣ ΝΕΑΡΟΝ ΔΙ' ΕΚΟΥΣΙΑΝ ΑΠΑΓΩΓΗΝ: [805, 1043, 997, 1084]
brain-text: ΤΣΑΠΑΤΣΑ, Βόρειος Καρολίνα, 19. (Ἀσσ. Πρές). Εἷς ἐπιστήμων ὑπεστήριξεν ὅτι δέν ὑπάρχει ἐρωτικόν κέντρον εἰς τόν ἐγκέφαλον, ἀλλά ὅτι ὁ ἔρως δημιουργεῖται ἀπό τήν συνεργασίαν πολλῶν περιοχῶν τοῦ ἐγκεφάλου καί τοῦ νευρικοῦ συστήματος.: [1339, 713, 1574, 764]
radio-armed-text: 6 Ἐναρξις. 6.05 Στρατιωτικά ἐμβατήρια. 7 Εἰδήσεις. 8.05 Ἑλληνικά τραγούδια. 9.30 Μουσική ποικιλία. 11 Ἡ φωνή τοῦ στρατιώτου. 12 Εἰδήσεις. 13.30 Ἐλαφρά μουσική. 15 Ἐπίκαιρα. 16.30 Δημοτικά. 18 Εἰδήσεις. 19.30 Ἀναμνήσεις. 21 Μουσική. 23.30 Κλείσιμον.: [205, 381, 399, 452]
column-page-three: [1339, 8, 1574, 2316]
briefs-tag-4: ΠΙΣΑΝ ΜΕΓΑΛΗΣ ΑΞΙΑΣ: [837, 792, 965, 804]
theater-name: ΒΑΣΙΛΕΙΟΝ: [213, 1752, 268, 1762]
theater-name: ΟΛΥΜΠΙΟΝ: [413, 1787, 469, 1798]
column-world-briefs: [803, 8, 1000, 2316]
crash-kicker: Εἰς τήν περιοχήν τῆς Ντά Νάγκ: [1036, 687, 1303, 707]
rally-kicker: ΣΕ ΕΝ ΤΩΝ ΣΚΛΗΡΟΤΕΡΩΝ ΤΟΥ ΚΟΣΜΟΥ: [1036, 1820, 1303, 1835]
crash-text: ΣΑΪΓΚΟΝ, 19. (Ἀσσ. Πρές). Δεκαπέντε πεζοναῦται ἐφονεύθησαν, ὅταν τό ἑλικόπτερόν των, τύπου «ΣΗ — 47», κατέπεσε εἰς τήν περιοχήν τῆς Ντά Νάγκ. Ἡ ἀνακοίνωσις ἐγένετο μέ καθυστέρησιν. Τό ἑλικόπτερον ἐνεπλάκη εἰς πυκνήν ὁμίχλην καί προφανῶς προσέκρουσεν ἐπί κορυφῆς ὄρους, ὅπως ἀνεκοίνωσε ἐκπρόσωπος τῆς διοικήσεως.: [1004, 945, 1334, 1006]
dogs-text: ΟΥΑΣΙΓΚΤΩΝ, 19. (Ἀσσ. Πρές). Εἰς ἐπιτροπήν τῆς Γερουσίας κατετέθη ὅτι οἱ τρεῖς σκύλοι τοῦ προέδρου Νίξον δαπανοῦν διά τήν διατροφήν των περισσότερα χρήματα ἀπό ὅσα λαμβάνει μία ἄπορος οἰκογένεια ὡς βοήθημα. Ὁ Λευκός Οἶκος ἀπήντησεν ὅτι αἱ δαπάναι διά τούς σκύλους καλύπτονται ἀπό τά προσωπικά ἔσοδα τοῦ προέδρου.: [1004, 1744, 1334, 1808]
radio-banner: Τό ραδιόφωνον: [205, 12, 399, 77]
week-banner: Εὐδομάδα: [404, 223, 599, 260]
theater-name: ΜΑΡΙΚΑ: [413, 1752, 454, 1762]
briefs-text-7: Τό Μονομελές Πλημμελειοδικεῖον κατεδίκασεν εἰς τετράμηνον φυλάκισιν νεαρόν κατηγορούμενον διά ἑκουσίαν ἀπαγωγήν ἀνηλίκου. Ἡ ποινή ἐξαγοράσθη.: [803, 1087, 999, 1128]
radio-head-2: Σήμερον αἱ μαθήματα τοῦ ἐρυθροῦ σταυροῦ: [228, 529, 377, 552]
cinema-banner: ΟΙ ΚΙΝΗΜΑΤΟΓΡΑΦΟΙ: [6, 1693, 600, 1732]
local-head-3: Αἴθουσα ἐκ νεροῦ προθεσμίαι ὁ καιρός σήμερον: [611, 167, 790, 190]
local-text-5: Ἡ Δ.Ε.Η. ἀνακοινοῖ ὅτι αὔριον θά γίνῃ διακοπή τοῦ ἠλεκτρικοῦ ρεύματος εἰς διαφόρους περιοχάς τῆς πόλεως, λόγῳ ἐργασιῶν συντηρήσεως τοῦ δικτύου.: [604, 346, 798, 388]
briefs-head-6b: ΠΡΟΣΕΦΕΡΘΗΣΑΝ ΥΠΟ ΒΡΕΤΑΝΝΟΝ ΠΟΛΙΤΙΚΟΝ: [833, 966, 968, 989]
info-text-2: 13 Νέα Ἐπισκόπησις. 13.30 Ἡ ὥρα τῆς νεολαίας. 14 Λαϊκά τραγούδια. 14.30 Εἰδήσεις. 15 Μουσική. 16 Ἐκπομπή διά τούς στρατευμένους. 17 Εἰδήσεις. 18.30 Ἐπίκαιρα. 20 Ἀνασκόπησις. 21 Μουσική. 22.30 Εἰδήσεις. 23 Νυκτερινή μουσική.: [404, 158, 599, 219]
briefs-head-5: ΔΙΕΘΝΗΣ ΣΠΕΙΡΑ ΑΦΗΡΕΣΕ ΤΑ ΚΟΣΜΗΜΑΤΑ ΤΗΣ ΝΤΕ ΡΙΜΠΙ: [812, 809, 990, 850]
cinema-provinces-text: ΒΕΡΟΙΑ: «Ἡ ἐρωμένη τοῦ Ἰταλοῦ». ΚΑΡΠΕΡΗ: «Ἡ Ἑλλάς τοῦ 2000». ΚΟΖΑΝΗ: «Ὁ δρόμος τῆς ἐπιστροφῆς». ΑΡΓΟΣ: «Τό κορίτσι τοῦ λιμανιοῦ». ΚΑΒΑΛΑ: «Αἱ ἀγάπαι τῆς Νανᾶς». ΔΡΑΜΑ: «Ὁ θρίαμβος». ΚΑΤΕΡΙΝΗ: «Οἱ ἄγριοι καβαλάρηδες». ΣΕΡΡΑΙ: «Ἡ ἐκδίκησις». ΚΙΛΚΙΣ: «Ἡ μεγάλη ἀπόδρασις».: [6, 1865, 600, 1897]
typhoon-head: 30 νεκροί ἐκ τυφῶνος εἰς Λουζόν τῶν Φιλιππίνων: [1362, 75, 1551, 196]
dogs-kicker: Ὅπως κατετέθη εἰς τήν γερουσίαν: [1023, 1417, 1316, 1438]
theater-name: ΡΕΞ: [413, 1824, 432, 1835]
briefs-head-1b: ΕΦΟΝΕΥΣΑΝ ΜΙΑ ΓΥΝΑΙΚΑ ΔΙΑ ΝΑ ΠΡΟΕΤΟΙΜΑΣΘΟΥΝ: [803, 109, 999, 138]
boxing-kicker: Καί διετήρησε τόν τίτλον του: [1043, 12, 1295, 32]
dogs-deck: Τί ἀπήντησεν ὁ Λευκός Οἶκος εἰς τάς κατηγορίας.—Ἡ ἀναδιάρθρωσις τοῦ προγράμματος τῆς προνοίας.: [1008, 1652, 1322, 1738]
radio-station: Θεσσαλονίκης: [205, 81, 291, 95]
